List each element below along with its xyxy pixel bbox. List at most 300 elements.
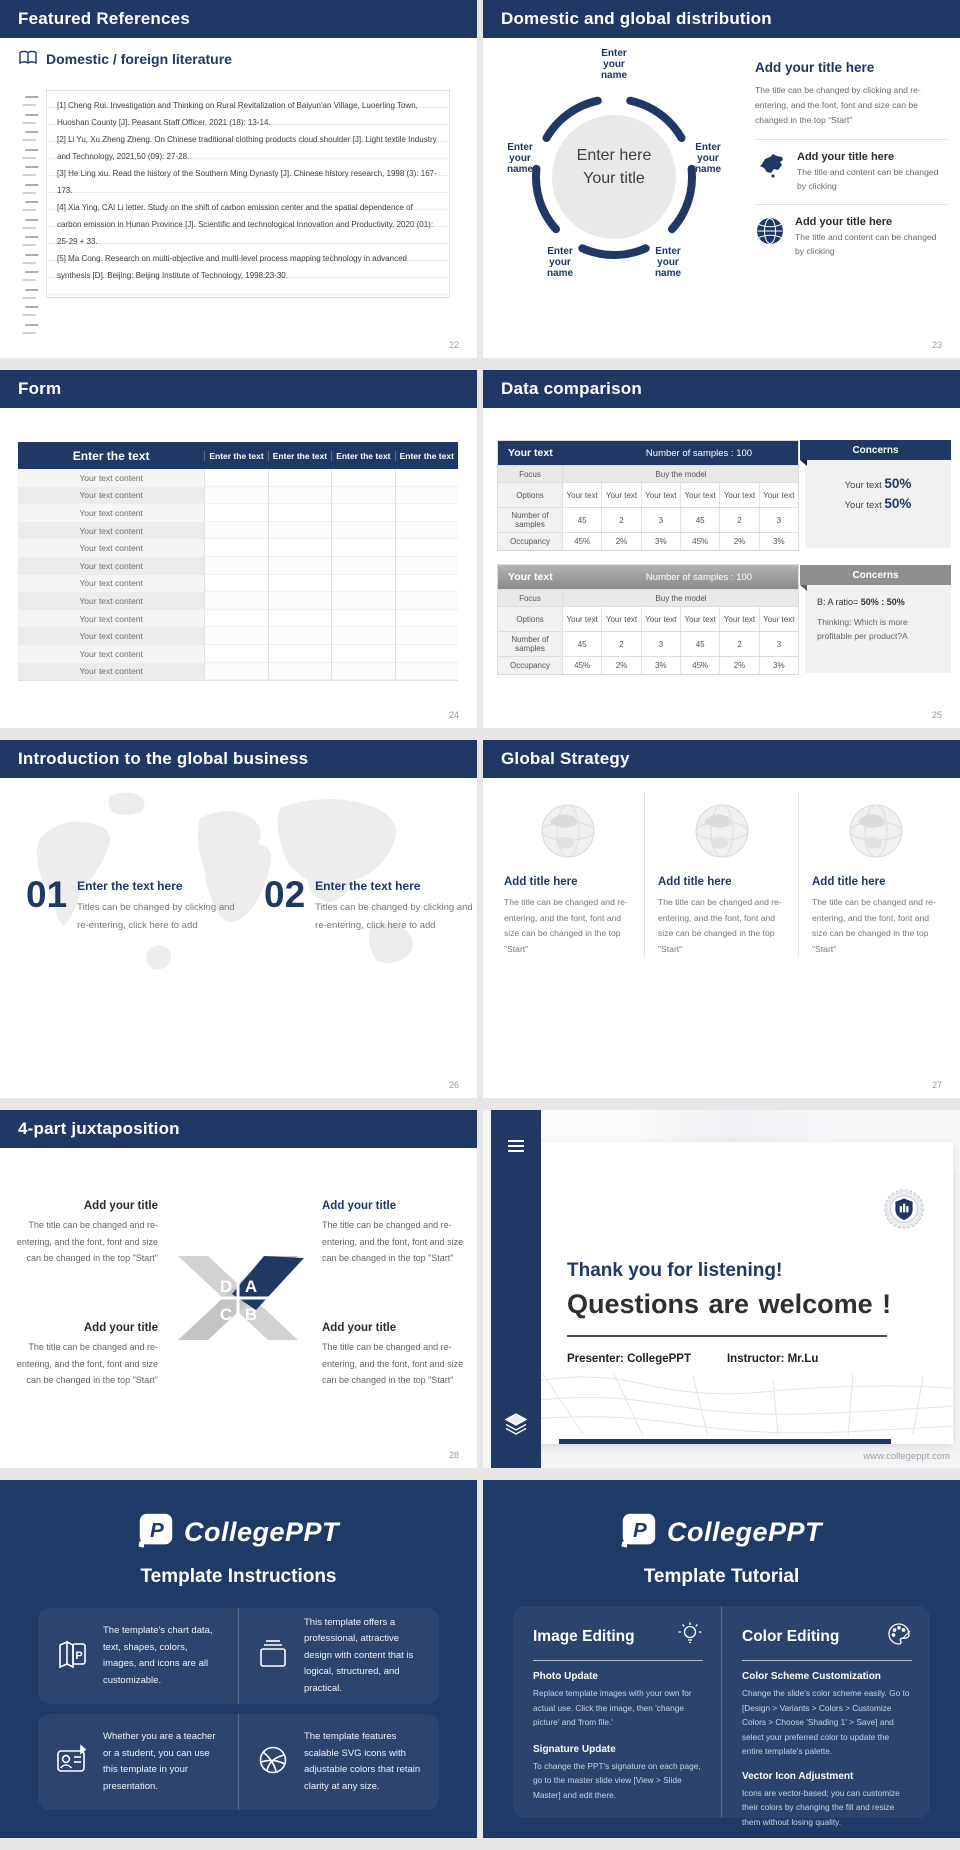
sample-cell: 2 — [719, 632, 758, 656]
sample-cell: 3 — [759, 508, 798, 532]
table-cell — [395, 610, 458, 628]
occupancy-cell: 45% — [680, 533, 719, 550]
item-body: The title and content can be changed by clicking — [797, 167, 939, 191]
table-name: Your text — [508, 447, 553, 459]
entry-body: Change the slide's color scheme easily. Go to [Design > Variants > Colors > Customize Colors > Choose 'Shading 1' > Save] and select your preferred color to update the entire template's palette. — [742, 1688, 910, 1756]
collegeppt-logo-icon — [138, 1512, 174, 1553]
diagram-center-line1: Enter here — [576, 147, 652, 164]
table-row — [18, 539, 458, 557]
table-header-cell: Enter the text — [268, 451, 331, 461]
instruction-card — [38, 1608, 238, 1704]
letter-d: D — [219, 1277, 233, 1296]
page-number: 28 — [448, 1450, 459, 1460]
svg-text:P: P — [75, 1649, 83, 1662]
strategy-column — [798, 792, 952, 957]
table-cell — [204, 504, 267, 522]
card-text: The template features scalable SVG icons with adjustable colors that retain clarity at any size. — [304, 1731, 421, 1792]
table-cell — [331, 610, 394, 628]
column-body: The title can be changed and re-entering, and the font, font and size can be changed in the top "Start" — [504, 897, 628, 954]
table-cell — [204, 663, 267, 681]
slide-global-strategy[interactable] — [483, 740, 960, 1098]
comparison-table-2 — [497, 564, 799, 675]
item-heading: Enter the text here — [315, 879, 421, 893]
column-heading: Add title here — [812, 876, 886, 888]
page-number: 24 — [448, 710, 459, 720]
table-cell — [331, 522, 394, 540]
occupancy-cell: 3% — [641, 657, 680, 674]
item-body: The title and content can be changed by clicking — [795, 232, 937, 256]
option-cell: Your text — [719, 607, 758, 631]
instruction-card-row-2 — [38, 1714, 439, 1810]
id-card-icon — [54, 1742, 90, 1783]
table-cell: Your text content — [18, 592, 204, 610]
focus-row — [498, 589, 798, 606]
slide-title: Data comparison — [501, 379, 642, 398]
right-text-panel — [755, 60, 947, 258]
entry-body: Icons are vector-based; you can customize their colors by changing the fill and resize them without losing quality. — [742, 1787, 900, 1827]
world-map-watermark — [0, 778, 477, 1098]
reference-item: [4] Xia Ying, CAI Li letter. Study on the shift of carbon emission center and the spatial dependence of carbon emission in Hunan Province [J]. Scientific and technological Innovation and Productivity, 2020 (01): 25-29 + 33. — [57, 203, 434, 246]
table-cell — [204, 575, 267, 593]
row-label: Occupancy — [498, 657, 563, 674]
strategy-columns — [491, 792, 952, 957]
table-cell — [204, 592, 267, 610]
website-url: www.collegeppt.com — [863, 1451, 950, 1462]
item-number: 01 — [26, 874, 68, 915]
business-item-1 — [26, 876, 238, 935]
tutorial-panel — [513, 1606, 930, 1827]
table-header-cell: Enter the text — [72, 448, 150, 463]
table-cell — [268, 627, 331, 645]
margin-pen-marks — [24, 96, 37, 334]
university-badge-icon — [881, 1186, 927, 1237]
occupancy-cell: 45% — [574, 661, 591, 670]
table-cell: Your text content — [18, 522, 204, 540]
diagram-label: Enter your name — [654, 246, 682, 279]
option-cell: Your text — [680, 607, 719, 631]
concern-line: Your text 50% — [844, 476, 912, 491]
table-cell — [331, 487, 394, 505]
table-cell — [395, 627, 458, 645]
card-text: The template's chart data, text, shapes, colors, images, and icons are all customizable. — [103, 1625, 213, 1686]
slide-title-bar — [0, 0, 477, 38]
table-cell — [331, 663, 394, 681]
instruction-card — [238, 1714, 439, 1810]
slide-title: Global Strategy — [501, 749, 630, 768]
panel-heading: Add your title here — [755, 60, 875, 75]
heading-rule — [742, 1660, 912, 1661]
item-heading: Add your title here — [795, 216, 893, 228]
slide-template-instructions[interactable] — [0, 1480, 477, 1838]
jux-block-top-left — [8, 1200, 158, 1267]
table-cell — [331, 539, 394, 557]
table-row — [18, 575, 458, 593]
item-number: 02 — [264, 874, 306, 915]
table-cell: Your text content — [18, 627, 204, 645]
reference-item: [2] Li Yu, Xu Zheng Zheng. On Chinese traditional clothing products cloud shoulder [J]. Light textile Industry and Technology, 2021,50 (09): 27-28. — [57, 135, 437, 161]
brand-row — [0, 1480, 477, 1553]
table-cell: Your text content — [18, 469, 204, 487]
option-cell: Your text — [759, 483, 798, 507]
jux-block-bottom-right — [322, 1322, 472, 1389]
samples-row — [498, 507, 798, 532]
thanks-line-1: Thank you for listening! — [567, 1260, 783, 1281]
slide-data-comparison[interactable] — [483, 370, 960, 728]
option-cell: Your text — [601, 607, 640, 631]
occupancy-cell: 2% — [601, 657, 640, 674]
tutorial-column-image-editing — [513, 1606, 721, 1818]
slide-title-bar — [0, 1110, 477, 1148]
slide-global-business[interactable] — [0, 740, 477, 1098]
instruction-card — [238, 1608, 439, 1704]
entry-subheading: Vector Icon Adjustment — [742, 1770, 854, 1782]
svg-text:P: P — [149, 1519, 164, 1543]
comparison-tables — [497, 440, 799, 688]
divider — [755, 139, 947, 140]
table-cell — [204, 469, 267, 487]
tutorial-column-color-editing — [721, 1606, 930, 1827]
section-heading: Image Editing — [533, 1627, 635, 1645]
item-body: Titles can be changed by clicking and re-entering, click here to add — [315, 902, 473, 931]
sample-cell: 45 — [577, 639, 587, 649]
table-header-row — [18, 442, 458, 469]
letter-b: B — [244, 1305, 258, 1324]
reference-item: [1] Cheng Rui. Investigation and Thinking on Rural Revitalization of Baiyun'an Village, Luoerling Town, Huoshan County [J]. Peasant Staff Officer, 2021 (18): 13-14. — [57, 101, 418, 127]
table-cell — [395, 592, 458, 610]
focus-row — [498, 465, 798, 482]
page-number: 25 — [931, 710, 942, 720]
table-cell — [268, 522, 331, 540]
table-cell: Your text content — [18, 645, 204, 663]
card-text: Whether you are a teacher or a student, you can use this template in your presentation. — [103, 1731, 216, 1792]
concerns-column — [805, 440, 951, 690]
gray-globe-icon — [847, 802, 905, 860]
table-cell — [395, 522, 458, 540]
palette-icon — [886, 1621, 912, 1652]
block-heading: Add your title — [83, 1200, 158, 1212]
item-heading: Add your title here — [797, 151, 895, 163]
table-header-cell: Enter the text — [204, 451, 267, 461]
concern-panel-1 — [805, 440, 951, 548]
samples-label: Number of samples : 100 — [645, 447, 753, 459]
slide-title: Domestic and global distribution — [501, 9, 772, 28]
gray-globe-icon — [693, 802, 751, 860]
table-row — [18, 610, 458, 628]
option-cell: Your text — [641, 483, 680, 507]
slide-title: 4-part juxtaposition — [18, 1119, 180, 1138]
row-label: Options — [498, 483, 563, 507]
section-heading: Color Editing — [742, 1627, 840, 1645]
table-cell — [395, 663, 458, 681]
sample-cell: 2 — [601, 508, 640, 532]
instruction-card — [38, 1714, 238, 1810]
slide-title-bar — [483, 370, 960, 408]
circular-diagram — [489, 42, 739, 304]
block-heading: Add your title — [322, 1200, 397, 1212]
table-body — [18, 469, 458, 680]
row-label: Focus — [498, 590, 563, 606]
pages-icon — [54, 1636, 90, 1677]
row-label: Options — [498, 607, 563, 631]
entry-subheading: Color Scheme Customization — [742, 1671, 881, 1682]
table-name: Your text — [508, 571, 553, 583]
sample-cell: 45 — [577, 515, 587, 525]
row-value: Buy the model — [563, 590, 798, 606]
column-body: The title can be changed and re-entering, and the font, font and size can be changed in the top "Start" — [658, 897, 782, 954]
slide-title: Form — [18, 379, 62, 398]
diagram-label: Enter your name — [506, 142, 534, 175]
panel-body: The title can be changed by clicking and re-entering, and the font, font and size can be changed in the top "Start" — [755, 85, 921, 125]
block-body: The title can be changed and re-entering, and the font, font and size can be changed in the top "Start" — [16, 1342, 158, 1385]
wireframe-decoration — [523, 1354, 953, 1439]
entry-body: To change the PPT's signature on each page, go to the master slide view [View > Slide Master] and edit there. — [533, 1760, 701, 1800]
table-cell — [268, 610, 331, 628]
table-cell: Your text content — [18, 557, 204, 575]
table-cell: Your text content — [18, 663, 204, 681]
ball-icon — [255, 1742, 291, 1783]
thinking-line: Thinking: Which is more profitable per product?A — [817, 617, 908, 641]
table-cell — [268, 504, 331, 522]
table-cell: Your text content — [18, 539, 204, 557]
occupancy-row — [498, 656, 798, 674]
brand-row — [483, 1480, 960, 1553]
sample-cell: 3 — [641, 508, 680, 532]
block-body: The title can be changed and re-entering, and the font, font and size can be changed in the top "Start" — [322, 1342, 464, 1385]
diagram-label: Enter your name — [546, 246, 574, 279]
table-cell — [331, 557, 394, 575]
open-book-icon — [18, 50, 38, 68]
brand-name: CollegePPT — [183, 1517, 340, 1547]
table-row — [18, 469, 458, 487]
block-body: The title can be changed and re-entering, and the font, font and size can be changed in the top "Start" — [322, 1220, 464, 1263]
slide-featured-references[interactable] — [0, 0, 477, 358]
table-cell — [268, 487, 331, 505]
comparison-table-1 — [497, 440, 799, 551]
underline-rule — [567, 1335, 887, 1337]
thanks-text-block — [567, 1260, 891, 1365]
block-heading: Add your title — [83, 1322, 158, 1334]
table-row — [18, 557, 458, 575]
occupancy-cell: 45% — [574, 537, 591, 546]
slide-juxtaposition[interactable] — [0, 1110, 477, 1468]
table-cell — [395, 557, 458, 575]
table-cell — [204, 610, 267, 628]
brand-name: CollegePPT — [666, 1517, 823, 1547]
table-cell — [395, 504, 458, 522]
options-row — [498, 606, 798, 631]
occupancy-cell: 3% — [641, 533, 680, 550]
options-row — [498, 482, 798, 507]
table-cell — [395, 645, 458, 663]
concern-line: Your text 50% — [844, 496, 912, 511]
occupancy-row — [498, 532, 798, 550]
page-number: 26 — [448, 1080, 459, 1090]
sample-cell: 2 — [719, 508, 758, 532]
table-cell — [204, 645, 267, 663]
table-cell — [268, 469, 331, 487]
table-header-cell: Enter the text — [395, 451, 458, 461]
table-cell — [331, 592, 394, 610]
strategy-column — [491, 792, 644, 957]
slide-title: Featured References — [18, 9, 190, 28]
navy-sidebar — [491, 1110, 541, 1468]
letter-c: C — [219, 1305, 233, 1324]
table-cell — [331, 627, 394, 645]
section-title: Domestic / foreign literature — [46, 51, 232, 67]
option-cell: Your text — [641, 607, 680, 631]
form-table — [18, 442, 458, 681]
card-accent-bar — [559, 1439, 891, 1444]
table-cell — [395, 487, 458, 505]
concern-panel-2 — [805, 565, 951, 673]
slide-title-bar — [0, 370, 477, 408]
table-cell: Your text content — [18, 504, 204, 522]
entry-subheading: Photo Update — [533, 1671, 598, 1682]
content-card — [523, 1142, 953, 1444]
table-cell — [331, 469, 394, 487]
instructor-label: Instructor: Mr.Lu — [726, 1353, 819, 1365]
row-value: Buy the model — [563, 466, 798, 482]
thanks-line-2: Questions are welcome ! — [567, 1289, 892, 1319]
table-cell — [204, 522, 267, 540]
option-cell: Your text — [759, 607, 798, 631]
diagram-label: Enter your name — [600, 48, 628, 81]
china-map-icon — [755, 151, 787, 184]
slide-form[interactable] — [0, 370, 477, 728]
table-cell — [395, 539, 458, 557]
table-row — [18, 522, 458, 540]
table-cell — [268, 663, 331, 681]
occupancy-cell: 45% — [680, 657, 719, 674]
row-label: Occupancy — [498, 533, 563, 550]
diagram-label: Enter your name — [694, 142, 722, 175]
page-number: 27 — [931, 1080, 942, 1090]
table-cell — [395, 575, 458, 593]
reference-item: [5] Ma Cong. Research on multi-objective and multi-level process mapping technology in advanced synthesis [D]. Beijing: Beijing Institute of Technology, 1998:23-30. — [57, 254, 407, 280]
slide-distribution[interactable] — [483, 0, 960, 358]
presenter-label: Presenter: CollegePPT — [567, 1353, 691, 1365]
strategy-column — [644, 792, 798, 957]
table-row — [18, 487, 458, 505]
column-heading: Add title here — [504, 876, 578, 888]
slide-title-bar — [483, 740, 960, 778]
slide-title: Introduction to the global business — [18, 749, 309, 768]
instruction-card-row-1 — [38, 1608, 439, 1704]
table-row — [18, 645, 458, 663]
slide-title-bar — [483, 0, 960, 38]
table-cell: Your text content — [18, 487, 204, 505]
panel-item — [755, 151, 947, 193]
option-cell: Your text — [566, 490, 598, 500]
menu-icon — [508, 1140, 524, 1155]
page-number: 23 — [931, 340, 942, 350]
block-body: The title can be changed and re-entering, and the font, font and size can be changed in the top "Start" — [16, 1220, 158, 1263]
diagram-center-line2: Your title — [583, 170, 645, 187]
table-cell — [331, 645, 394, 663]
collegeppt-logo-icon — [621, 1512, 657, 1553]
occupancy-cell: 2% — [601, 533, 640, 550]
slide-template-tutorial[interactable] — [483, 1480, 960, 1838]
occupancy-cell: 3% — [759, 657, 798, 674]
layers-icon — [503, 1411, 529, 1442]
table-header — [498, 565, 798, 589]
option-cell: Your text — [680, 483, 719, 507]
samples-label: Number of samples : 100 — [645, 571, 753, 583]
occupancy-cell: 3% — [759, 533, 798, 550]
sample-cell: 3 — [759, 632, 798, 656]
sample-cell: 45 — [680, 632, 719, 656]
card-text: This template offers a professional, attractive design with content that is logical, structured, and practical. — [304, 1616, 414, 1694]
slide-title-bar — [0, 740, 477, 778]
reference-item: [3] He Ling xiu. Read the history of the Southern Ming Dynasty [J]. Chinese history research, 1998 (3): 167-173. — [57, 169, 437, 195]
table-cell — [268, 539, 331, 557]
option-cell: Your text — [566, 614, 598, 624]
entry-body: Replace template images with your own for actual use. Click the image, then 'change picture' and 'from file.' — [533, 1688, 692, 1727]
slide-thank-you[interactable] — [483, 1110, 960, 1468]
table-header-cell: Enter the text — [331, 451, 394, 461]
table-header — [498, 441, 798, 465]
dark-slide-title: Template Instructions — [140, 1566, 337, 1587]
gray-globe-icon — [539, 802, 597, 860]
block-heading: Add your title — [322, 1322, 397, 1334]
samples-row — [498, 631, 798, 656]
jux-block-bottom-left — [8, 1322, 158, 1389]
heading-rule — [533, 1660, 703, 1661]
table-cell — [268, 645, 331, 663]
column-heading: Add title here — [658, 876, 732, 888]
box-icon — [255, 1636, 291, 1677]
bulb-icon — [677, 1621, 703, 1652]
table-cell — [268, 557, 331, 575]
panel-item — [755, 216, 947, 258]
table-cell — [331, 575, 394, 593]
item-heading: Enter the text here — [77, 879, 183, 893]
business-items — [26, 876, 476, 935]
row-label: Number of samples — [498, 632, 563, 656]
table-cell — [204, 627, 267, 645]
item-body: Titles can be changed by clicking and re-entering, click here to add — [77, 902, 235, 931]
entry-subheading: Signature Update — [533, 1743, 616, 1755]
occupancy-cell: 2% — [719, 533, 758, 550]
table-cell — [204, 557, 267, 575]
sample-cell: 3 — [641, 632, 680, 656]
letter-a: A — [244, 1277, 258, 1296]
option-cell: Your text — [601, 483, 640, 507]
jux-block-top-right — [322, 1200, 472, 1267]
column-body: The title can be changed and re-entering, and the font, font and size can be changed in the top "Start" — [812, 897, 936, 954]
business-item-2 — [264, 876, 476, 935]
table-cell — [268, 575, 331, 593]
table-row — [18, 504, 458, 522]
sample-cell: 45 — [680, 508, 719, 532]
x-ribbon-graphic — [164, 1252, 312, 1349]
table-cell — [204, 539, 267, 557]
divider — [755, 204, 947, 205]
concern-ribbon: Concerns — [800, 440, 951, 460]
ratio-line: B: A ratio= 50% : 50% — [817, 597, 905, 607]
table-cell — [331, 504, 394, 522]
table-cell — [268, 592, 331, 610]
globe-icon — [755, 216, 785, 251]
occupancy-cell: 2% — [719, 657, 758, 674]
concern-ribbon: Concerns — [800, 565, 951, 585]
svg-text:P: P — [632, 1519, 647, 1543]
table-row — [18, 592, 458, 610]
row-label: Focus — [498, 466, 563, 482]
table-cell — [395, 469, 458, 487]
row-label: Number of samples — [498, 508, 563, 532]
dark-slide-title: Template Tutorial — [643, 1566, 800, 1587]
